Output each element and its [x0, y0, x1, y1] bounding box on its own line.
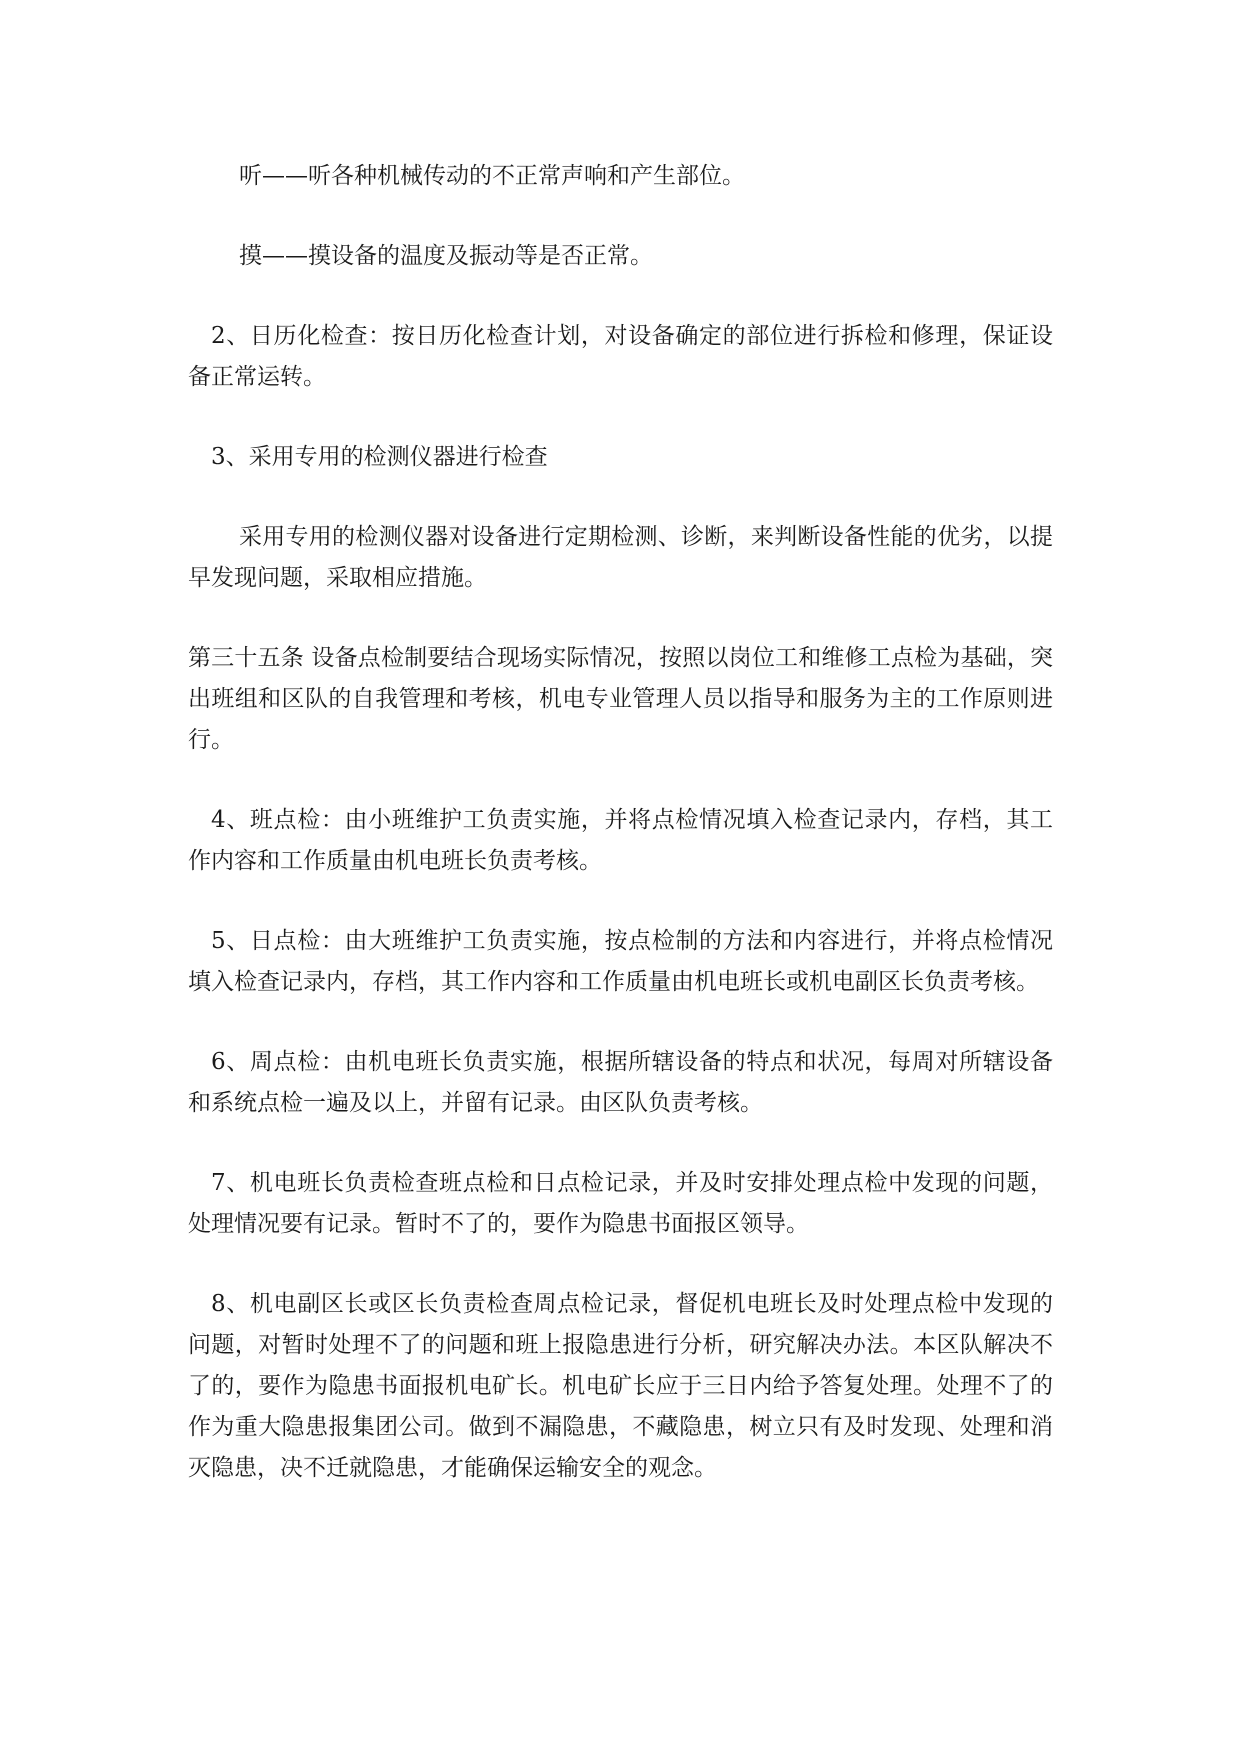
paragraph-item-3: 3、采用专用的检测仪器进行检查	[211, 444, 548, 470]
paragraph-item-7: 7、机电班长负责检查班点检和日点检记录，并及时安排处理点检中发现的问题，处理情况要有记录。暂时不了的，要作为隐患书面报区领导。	[188, 1170, 1053, 1237]
paragraph-item-3-detail: 采用专用的检测仪器对设备进行定期检测、诊断，来判断设备性能的优劣，以提早发现问题，采取相应措施。	[188, 524, 1053, 591]
paragraph-item-2: 2、日历化检查：按日历化检查计划，对设备确定的部位进行拆检和修理，保证设备正常运转。	[188, 323, 1053, 390]
paragraph-item-4: 4、班点检：由小班维护工负责实施，并将点检情况填入检查记录内，存档，其工作内容和工作质量由机电班长负责考核。	[188, 807, 1053, 874]
paragraph-item-5: 5、日点检：由大班维护工负责实施，按点检制的方法和内容进行，并将点检情况填入检查记录内，存档，其工作内容和工作质量由机电班长或机电副区长负责考核。	[188, 928, 1053, 995]
document-body	[188, 156, 1053, 1528]
paragraph-item-8: 8、机电副区长或区长负责检查周点检记录，督促机电班长及时处理点检中发现的问题，对暂时处理不了的问题和班上报隐患进行分析，研究解决办法。本区队解决不了的，要作为隐患书面报机电矿长。机电矿长应于三日内给予答复处理。处理不了的作为重大隐患报集团公司。做到不漏隐患，不藏隐患，树立只有及时发现、处理和消灭隐患，决不迁就隐患，才能确保运输安全的观念。	[188, 1291, 1053, 1481]
paragraph-item-6: 6、周点检：由机电班长负责实施，根据所辖设备的特点和状况，每周对所辖设备和系统点检一遍及以上，并留有记录。由区队负责考核。	[188, 1049, 1053, 1116]
paragraph-article-35: 第三十五条 设备点检制要结合现场实际情况，按照以岗位工和维修工点检为基础，突出班组和区队的自我管理和考核，机电专业管理人员以指导和服务为主的工作原则进行。	[188, 645, 1053, 753]
paragraph-touch: 摸——摸设备的温度及振动等是否正常。	[239, 243, 653, 269]
paragraph-listen: 听——听各种机械传动的不正常声响和产生部位。	[239, 163, 745, 189]
